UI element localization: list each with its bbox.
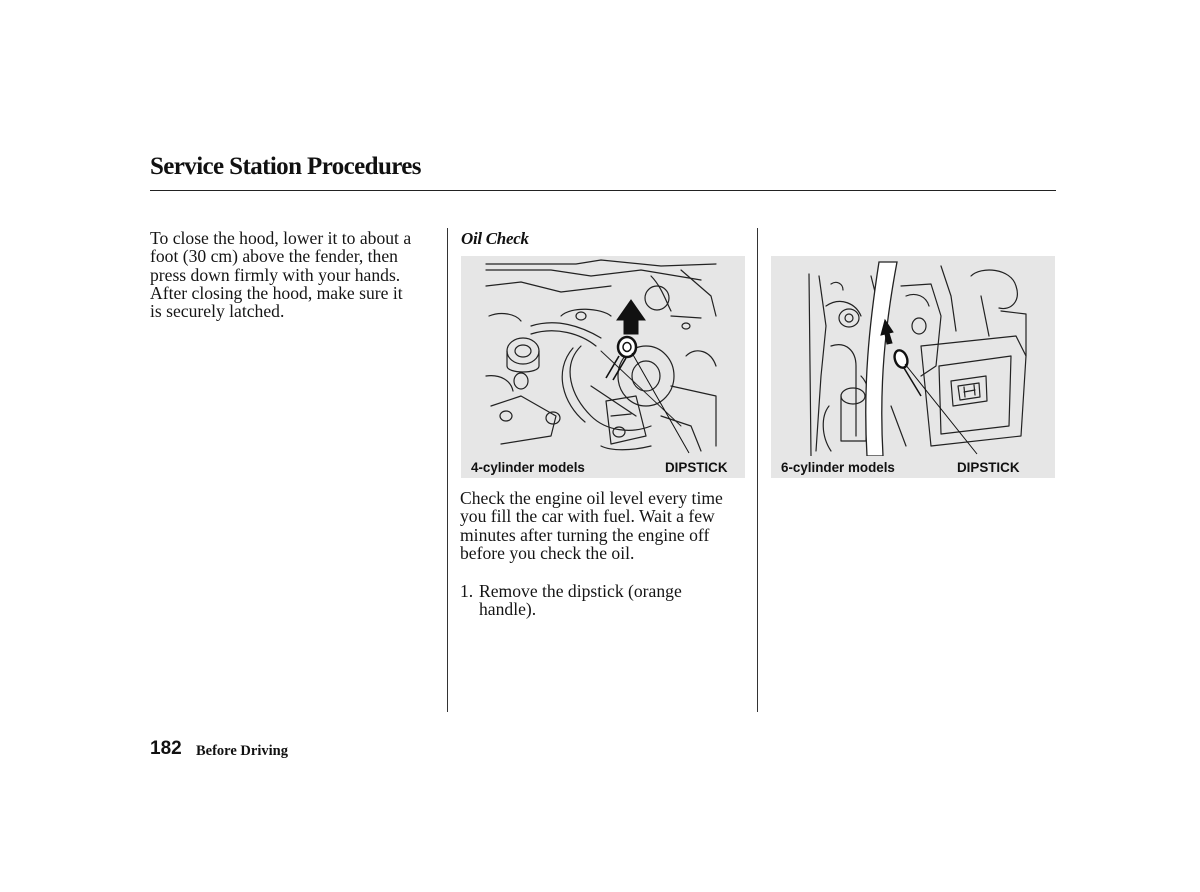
step-text-line: handle). [479, 599, 537, 620]
step-number: 1. [460, 581, 474, 601]
step-1 [460, 582, 750, 619]
engine-6cyl-illustration [771, 256, 1055, 456]
text-line: To close the hood, lower it to about a [150, 228, 412, 248]
title-rule [150, 190, 1056, 191]
text-line: After closing the hood, make sure it [150, 282, 403, 303]
section-title: Service Station Procedures [150, 153, 421, 180]
text-line: before you check the oil. [460, 542, 635, 563]
column-divider-2 [757, 228, 758, 712]
footer-section-name: Before Driving [196, 743, 288, 759]
oil-check-intro-paragraph [460, 489, 750, 562]
text-line: Check the engine oil level every time [460, 488, 723, 508]
text-line: foot (30 cm) above the fender, then [150, 246, 398, 267]
oil-check-heading: Oil Check [461, 229, 529, 248]
text-line: press down firmly with your hands. [150, 264, 401, 285]
figure-model-label: 4-cylinder models [471, 460, 585, 475]
page-number: 182 [150, 738, 182, 759]
text-line: you fill the car with fuel. Wait a few [460, 506, 715, 527]
column-divider-1 [447, 228, 448, 712]
figure-model-label: 6-cylinder models [781, 460, 895, 475]
figure-part-label: DIPSTICK [665, 460, 728, 475]
figure-4-cylinder [461, 256, 745, 478]
engine-4cyl-illustration [461, 256, 745, 456]
figure-6-cylinder [771, 256, 1055, 478]
hood-closing-paragraph [150, 229, 440, 320]
text-line: is securely latched. [150, 301, 285, 322]
figure-part-label: DIPSTICK [957, 460, 1020, 475]
text-line: minutes after turning the engine off [460, 524, 710, 545]
step-text-line: Remove the dipstick (orange [479, 581, 682, 601]
